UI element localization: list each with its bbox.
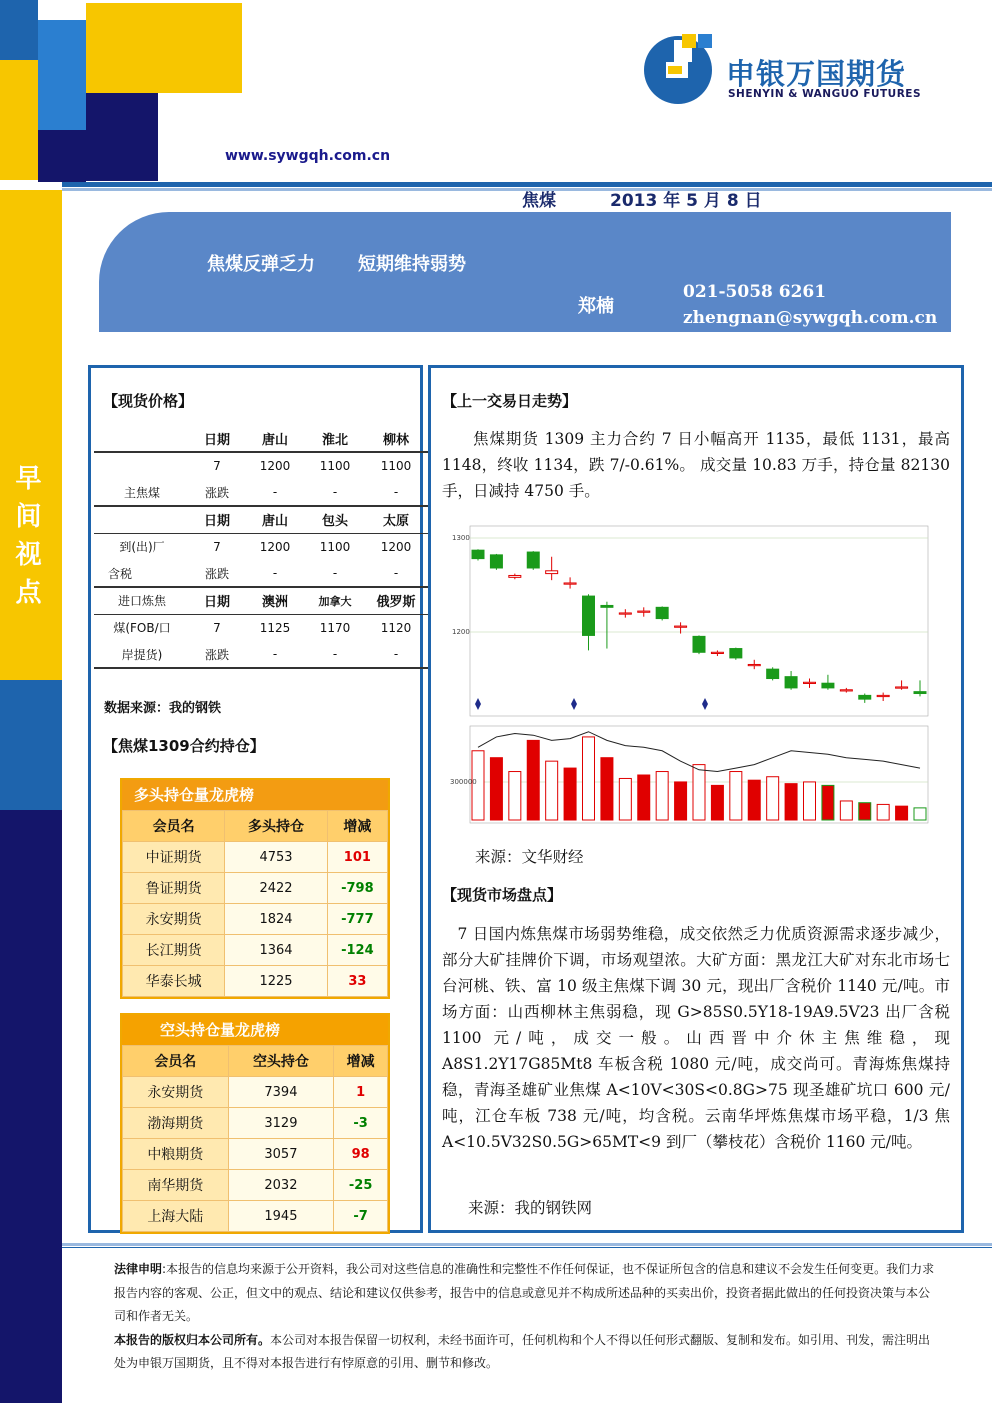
volume-bar xyxy=(767,777,779,820)
spot-cell: 涨跌 xyxy=(204,566,229,581)
spot-header: 俄罗斯 xyxy=(376,595,416,611)
logo-mark-icon xyxy=(640,30,720,110)
long-change: -798 xyxy=(327,873,387,904)
volume-bar xyxy=(914,808,926,820)
legal-label-2: 本报告的版权归本公司所有。 xyxy=(114,1332,271,1347)
candle-body xyxy=(527,552,539,568)
deco-square-navy xyxy=(86,93,158,181)
spot-header: 加拿大 xyxy=(318,594,352,608)
spot-cell: - xyxy=(393,647,399,661)
candle-body xyxy=(804,682,816,683)
volume-bar xyxy=(877,804,889,820)
volume-bar xyxy=(638,775,650,820)
long-change: -777 xyxy=(327,904,387,935)
candle-body xyxy=(564,583,576,584)
footer-rule xyxy=(62,1243,992,1246)
market-section-title: 【上一交易日走势】 xyxy=(442,392,578,410)
short-col-header: 空头持仓 xyxy=(228,1046,334,1077)
short-member: 南华期货 xyxy=(123,1170,229,1201)
logo-text-en: SHENYIN & WANGUO FUTURES xyxy=(728,88,922,100)
chart-source: 来源：文华财经 xyxy=(475,848,584,866)
spot-group-label: 岸提货) xyxy=(121,647,163,662)
spot-cell: - xyxy=(272,485,278,499)
volume-bar xyxy=(859,803,871,820)
spot-cell: 涨跌 xyxy=(204,647,229,662)
volume-bar xyxy=(896,806,908,820)
footer-rule-2 xyxy=(62,1247,992,1248)
candle-body xyxy=(638,611,650,612)
spot-cell: 1100 xyxy=(380,459,412,473)
long-position: 2422 xyxy=(225,873,327,904)
report-date: 2013 年 5 月 8 日 xyxy=(610,191,762,211)
spot-group-label: 含税 xyxy=(108,566,133,581)
short-position: 3057 xyxy=(228,1139,334,1170)
spot-header: 日期 xyxy=(203,514,230,530)
spot-group-label: 进口炼焦 xyxy=(117,594,166,609)
spot-cell: 7 xyxy=(213,459,221,473)
volume-axis-label: 300000 xyxy=(450,778,477,786)
short-member: 渤海期货 xyxy=(123,1108,229,1139)
candle-body xyxy=(656,607,668,618)
spot-header: 唐山 xyxy=(261,432,288,448)
short-col-header: 增减 xyxy=(334,1046,388,1077)
long-position: 1824 xyxy=(225,904,327,935)
candle-body xyxy=(601,605,613,607)
volume-bar xyxy=(840,801,852,820)
volume-bar xyxy=(656,772,668,820)
author-name: 郑楠 xyxy=(578,296,614,317)
long-position: 1225 xyxy=(225,966,327,997)
spot-cell: - xyxy=(332,647,338,661)
candle-body xyxy=(859,695,871,699)
spot-price-table xyxy=(94,425,428,669)
spot-section-title: 【现货价格】 xyxy=(103,392,194,410)
short-position: 7394 xyxy=(228,1077,334,1108)
market-paragraph: 焦煤期货 1309 主力合约 7 日小幅高开 1135，最低 1131，最高 1148，终收 1134，跌 7/-0.61%。 成交量 10.83 万手，持仓量 82130 手，日减持 4750 手。 xyxy=(442,430,950,500)
author-email[interactable]: zhengnan@sywgqh.com.cn xyxy=(683,308,938,328)
product-name: 焦煤 xyxy=(522,191,556,211)
candle-body xyxy=(509,575,521,577)
short-member: 上海大陆 xyxy=(123,1201,229,1232)
spot-cell: 1200 xyxy=(380,539,412,554)
price-axis-label: 1200 xyxy=(452,628,470,636)
short-col-header: 会员名 xyxy=(123,1046,229,1077)
spot-cell: - xyxy=(332,566,338,580)
spot-cell: - xyxy=(272,566,278,580)
long-ranking-table xyxy=(120,778,390,999)
spot-review-section-title: 【现货市场盘点】 xyxy=(442,886,563,904)
long-col-header: 会员名 xyxy=(123,811,225,842)
long-change: 101 xyxy=(327,842,387,873)
candle-body xyxy=(840,690,852,691)
spot-header: 太原 xyxy=(382,514,409,530)
long-member: 华泰长城 xyxy=(123,966,225,997)
long-col-header: 增减 xyxy=(327,811,387,842)
spot-review-paragraph: 7 日国内炼焦煤市场弱势维稳，成交依然乏力优质资源需求逐步减少，部分大矿挂牌价下调，市场观望浓。大矿方面：黑龙江大矿对东北市场七台河桃、铁、富 10 级主焦煤下调 30 元，现出厂含税价 1140 元/吨。市场方面：山西柳林主焦弱稳，现 G>85S0.5Y18-19A9.5V23 出厂含税 1100 元/吨，成交一般。山西晋中介休主焦维稳，现 A8S1.2Y17G85Mt8 车板含税 1080 元/吨，成交尚可。青海炼焦煤持稳，青海圣雄矿业焦煤 A<10V<30S<0.8G>75 现圣雄矿坑口 600 元/吨，江仓车板 738 元/吨，均含税。云南华坪炼焦煤市场平稳，1/3 焦 A<10.5V32S0.5G>65MT<9 到厂（攀枝花）含税价 1160 元/吨。 xyxy=(442,925,950,1151)
short-change: 98 xyxy=(334,1139,388,1170)
short-change: -25 xyxy=(334,1170,388,1201)
long-col-header: 多头持仓 xyxy=(225,811,327,842)
volume-bar xyxy=(619,778,631,820)
spot-group-label: 煤(FOB/口 xyxy=(113,621,171,636)
spot-group-label: 到(出)厂 xyxy=(119,540,165,555)
short-ranking-table xyxy=(120,1013,390,1234)
logo-text-cn: 申银万国期货 xyxy=(726,57,907,91)
candle-body xyxy=(914,692,926,694)
short-position: 1945 xyxy=(228,1201,334,1232)
volume-bar xyxy=(546,761,558,820)
candle-body xyxy=(546,571,558,574)
deco-square-navy-2 xyxy=(38,130,86,182)
short-change: 1 xyxy=(334,1077,388,1108)
spot-cell: 1100 xyxy=(319,539,351,554)
spot-header: 柳林 xyxy=(382,432,409,448)
side-band-navy xyxy=(0,810,62,1403)
spot-cell: - xyxy=(332,485,338,499)
headline-part-1: 焦煤反弹乏力 xyxy=(207,254,315,275)
company-logo xyxy=(640,30,940,110)
candle-body xyxy=(583,596,595,635)
deco-square-yellow-large xyxy=(86,3,242,93)
volume-bar xyxy=(601,758,613,820)
candle-body xyxy=(693,636,705,652)
volume-bar xyxy=(675,782,687,820)
candle-body xyxy=(877,695,889,696)
long-change: -124 xyxy=(327,935,387,966)
spot-cell: - xyxy=(393,566,399,580)
legal-text-2: 本公司对本报告保留一切权利，未经书面许可，任何机构和个人不得以任何形式翻版、复制和发布。如引用、刊发，需注明出处为申银万国期货，且不得对本报告进行有悖原意的引用、删节和修改。 xyxy=(114,1332,931,1370)
volume-bar xyxy=(564,768,576,820)
long-change: 33 xyxy=(327,966,387,997)
spot-cell: 7 xyxy=(213,620,221,635)
volume-bar xyxy=(509,772,521,820)
short-ranking-title: 空头持仓量龙虎榜 xyxy=(122,1015,388,1045)
author-phone: 021-5058 6261 xyxy=(683,282,827,302)
spot-cell: 1200 xyxy=(259,459,291,473)
candle-body xyxy=(785,677,797,688)
spot-cell: 1120 xyxy=(380,620,412,635)
spot-cell: 涨跌 xyxy=(204,485,229,500)
volume-bar xyxy=(583,737,595,820)
spot-header: 包头 xyxy=(321,514,348,530)
volume-bar xyxy=(527,740,539,820)
volume-bar xyxy=(785,784,797,820)
candle-body xyxy=(619,613,631,614)
short-member: 中粮期货 xyxy=(123,1139,229,1170)
long-member: 中证期货 xyxy=(123,842,225,873)
spot-cell: 7 xyxy=(213,539,221,554)
side-band-blue xyxy=(0,680,62,810)
spot-cell: 1200 xyxy=(259,539,291,554)
spot-header: 日期 xyxy=(203,595,230,611)
candle-body xyxy=(822,683,834,688)
candle-body xyxy=(490,555,502,568)
spot-cell: - xyxy=(393,485,399,499)
deco-square-blue-dark xyxy=(0,0,38,60)
candle-body xyxy=(711,652,723,653)
spot-header: 日期 xyxy=(203,432,230,448)
short-member: 永安期货 xyxy=(123,1077,229,1108)
short-change: -3 xyxy=(334,1108,388,1139)
long-member: 鲁证期货 xyxy=(123,873,225,904)
spot-header: 唐山 xyxy=(261,514,288,530)
long-ranking-title: 多头持仓量龙虎榜 xyxy=(122,780,388,810)
spot-header: 澳洲 xyxy=(261,595,288,611)
short-change: -7 xyxy=(334,1201,388,1232)
spot-cell: - xyxy=(272,647,278,661)
legal-text-1: :本报告的信息均来源于公开资料，我公司对这些信息的准确性和完整性不作任何保证，也不保证所包含的信息和建议不会发生任何变更。我们力求报告内容的客观、公正，但文中的观点、结论和建议仅供参考，报告中的信息或意见并不构成所述品种的买卖出价，投资者据此做出的任何投资决策与本公司和作者无关。 xyxy=(114,1262,935,1323)
spot-cell: 1170 xyxy=(319,620,351,635)
short-position: 2032 xyxy=(228,1170,334,1201)
headline-part-2: 短期维持弱势 xyxy=(358,254,466,275)
volume-bar xyxy=(693,765,705,820)
candle-body xyxy=(472,550,484,558)
deco-square-blue-light xyxy=(38,20,86,130)
candle-body xyxy=(896,687,908,688)
side-label: 早间视点 xyxy=(11,464,41,616)
positions-section-title: 【焦煤1309合约持仓】 xyxy=(103,737,265,755)
long-position: 1364 xyxy=(225,935,327,966)
long-position: 4753 xyxy=(225,842,327,873)
spot-cell: 1100 xyxy=(319,459,351,473)
volume-bar xyxy=(804,782,816,820)
volume-bar xyxy=(748,780,760,820)
short-position: 3129 xyxy=(228,1108,334,1139)
candle-body xyxy=(767,669,779,678)
price-chart xyxy=(450,520,930,825)
legal-label-1: 法律申明 xyxy=(114,1262,163,1276)
long-member: 永安期货 xyxy=(123,904,225,935)
volume-bar xyxy=(730,772,742,820)
spot-source: 数据来源：我的钢铁 xyxy=(104,701,222,716)
spot-review-source: 来源：我的钢铁网 xyxy=(468,1199,593,1217)
spot-group-label: 主焦煤 xyxy=(123,485,160,500)
candle-body xyxy=(748,664,760,665)
spot-header: 淮北 xyxy=(321,432,348,448)
long-member: 长江期货 xyxy=(123,935,225,966)
volume-bar xyxy=(490,758,502,820)
candle-body xyxy=(730,649,742,658)
volume-bar xyxy=(711,785,723,820)
website-link[interactable]: www.sywgqh.com.cn xyxy=(225,148,391,164)
volume-bar xyxy=(822,785,834,820)
spot-cell: 1125 xyxy=(259,620,291,635)
legal-notice xyxy=(114,1258,936,1376)
deco-square-yellow-small xyxy=(0,60,38,180)
candle-body xyxy=(675,626,687,627)
price-axis-label: 1300 xyxy=(452,534,470,542)
